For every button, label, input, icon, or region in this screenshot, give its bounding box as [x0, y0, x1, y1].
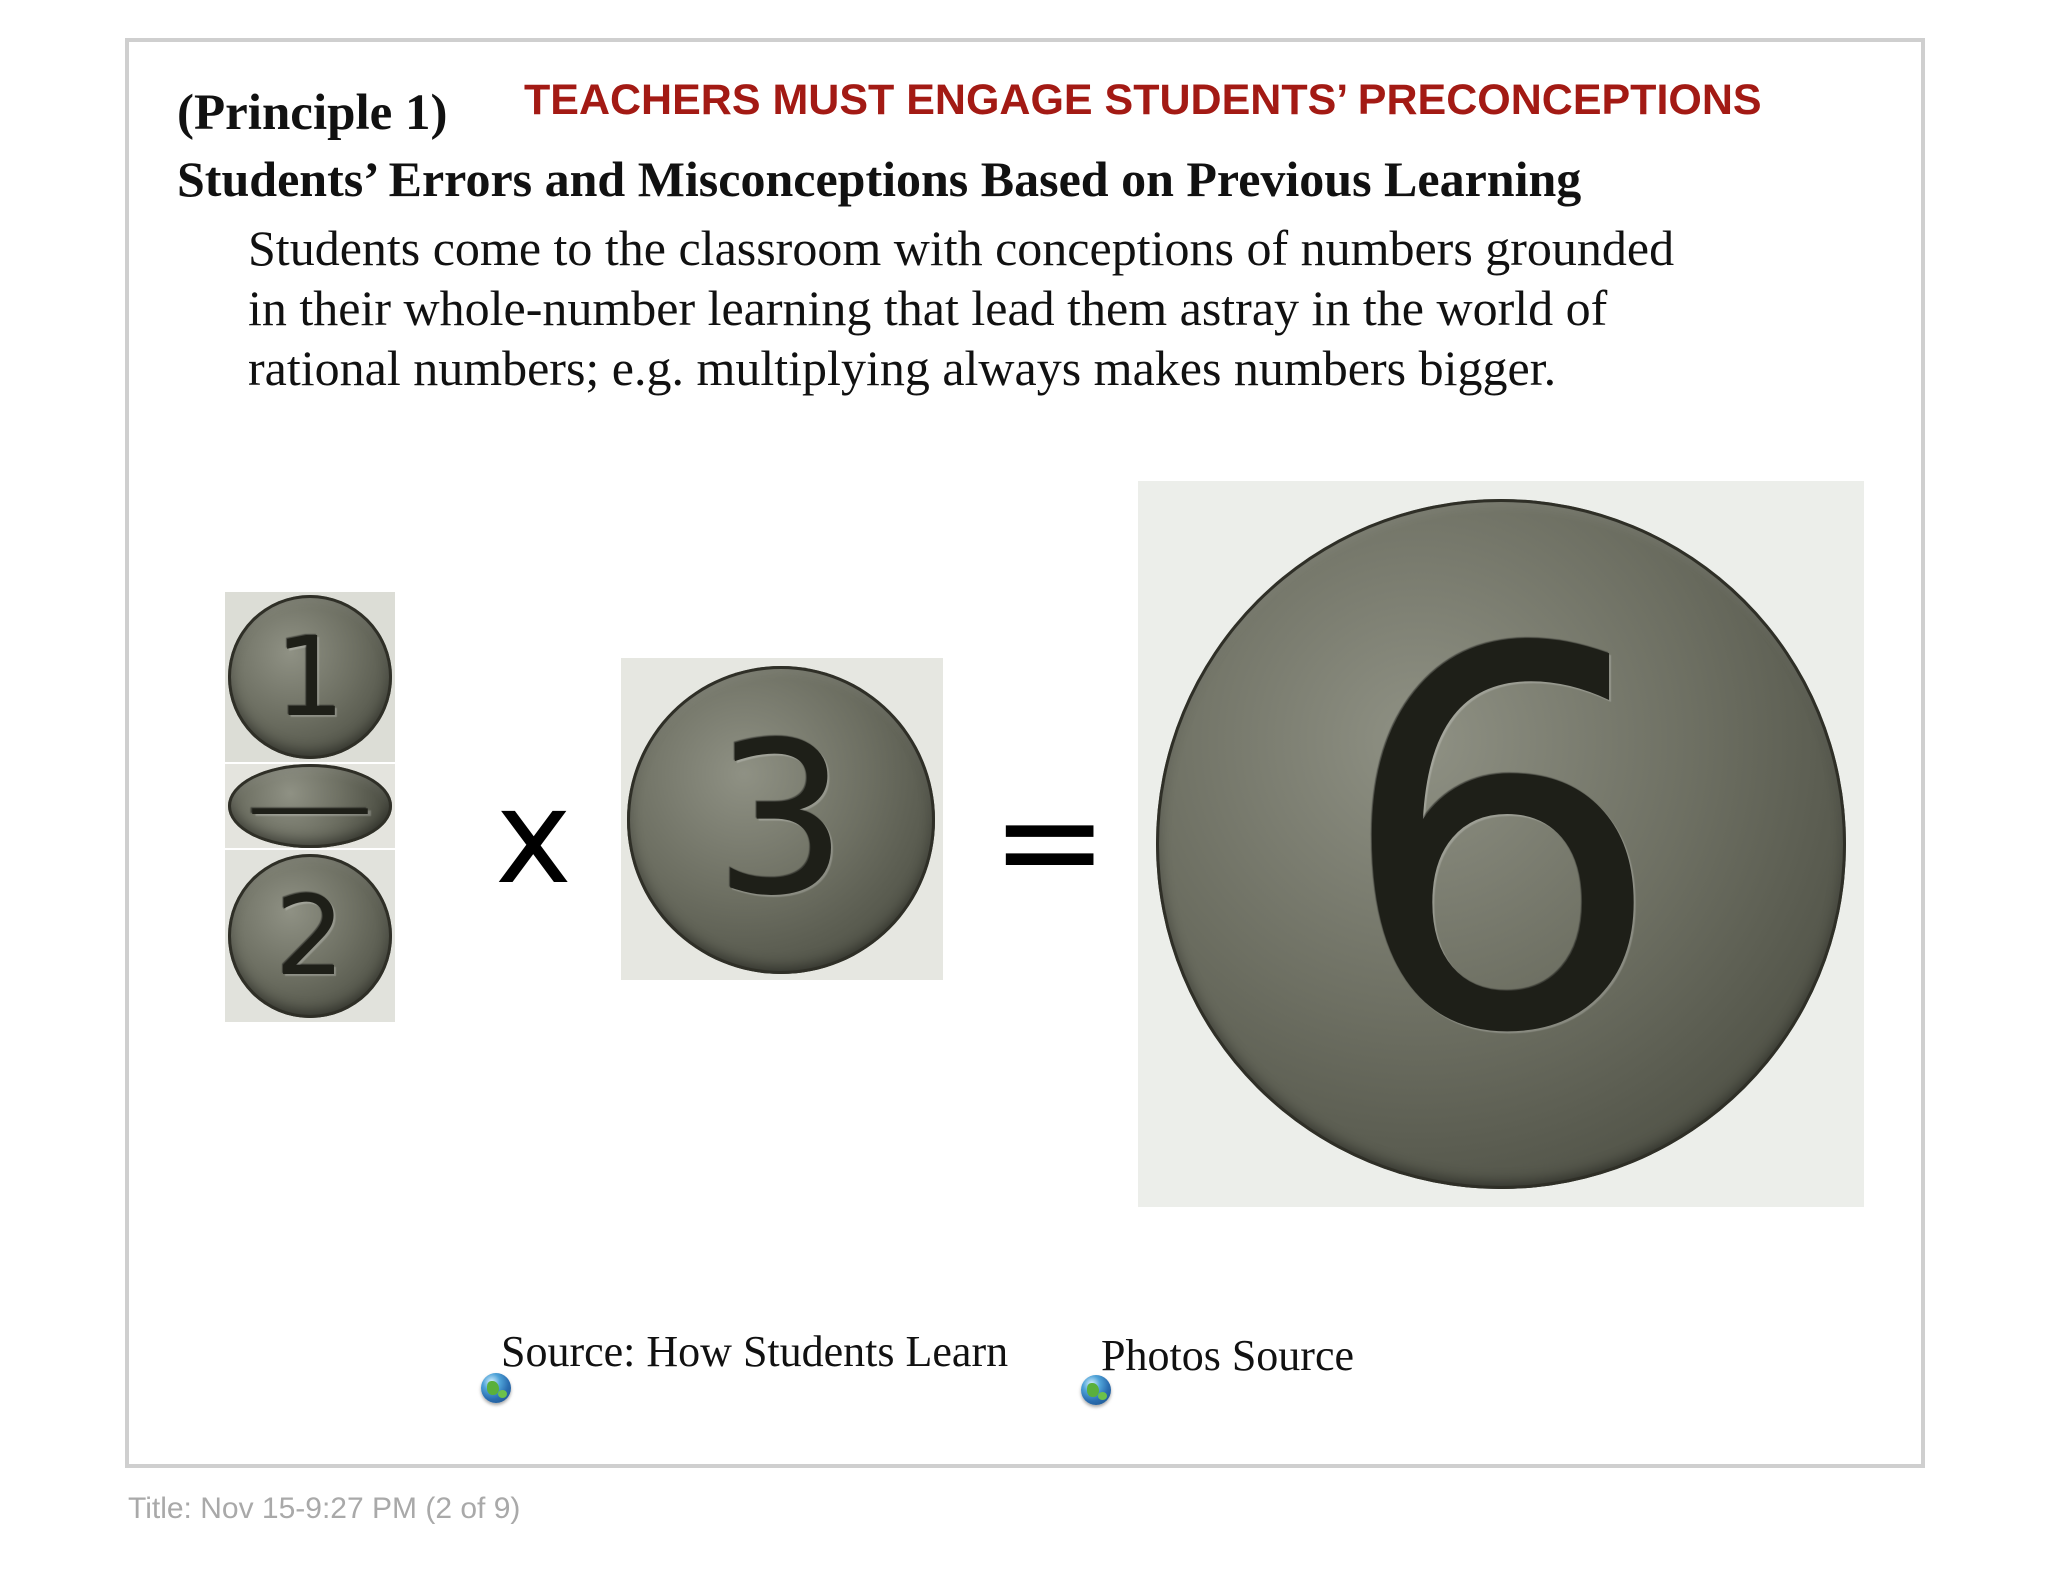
globe-icon[interactable]	[1081, 1375, 1111, 1405]
source-link[interactable]: Source: How Students Learn	[501, 1327, 1009, 1376]
slide-headline: TEACHERS MUST ENGAGE STUDENTS’ PRECONCEPTIONS	[524, 76, 1762, 124]
coin-fraction-bar	[228, 764, 392, 848]
coin-numerator	[228, 595, 392, 759]
body-paragraph	[248, 218, 1848, 398]
body-line-1: Students come to the classroom with conceptions of numbers grounded	[248, 220, 1675, 276]
coin-denominator-photo	[225, 850, 395, 1022]
body-line-3: rational numbers; e.g. multiplying always makes numbers bigger.	[248, 340, 1557, 396]
coin-numerator-photo	[225, 592, 395, 762]
photos-source-link[interactable]: Photos Source	[1101, 1331, 1354, 1380]
coin-three-photo	[621, 658, 943, 980]
slide-canvas	[125, 38, 1925, 1468]
coin-three	[627, 666, 935, 974]
principle-label: (Principle 1)	[177, 85, 448, 141]
coin-six	[1156, 499, 1846, 1189]
numerator-digit: 1	[275, 613, 345, 741]
multiply-operator: x	[495, 761, 572, 913]
coin-denominator	[228, 854, 392, 1018]
coin-bar-photo	[225, 764, 395, 848]
slide-footer-title: Title: Nov 15-9:27 PM (2 of 9)	[128, 1492, 521, 1525]
body-line-2: in their whole-number learning that lead them astray in the world of	[248, 280, 1608, 336]
globe-icon[interactable]	[481, 1373, 511, 1403]
result-digit: 6	[1335, 541, 1667, 1147]
slide-subtitle: Students’ Errors and Misconceptions Based on Previous Learning	[177, 151, 1582, 207]
denominator-digit: 2	[275, 872, 345, 1000]
equals-operator: =	[991, 760, 1109, 923]
coin-six-photo	[1138, 481, 1864, 1207]
multiplier-digit: 3	[714, 697, 848, 942]
fraction-bar-glyph: —	[246, 764, 374, 848]
